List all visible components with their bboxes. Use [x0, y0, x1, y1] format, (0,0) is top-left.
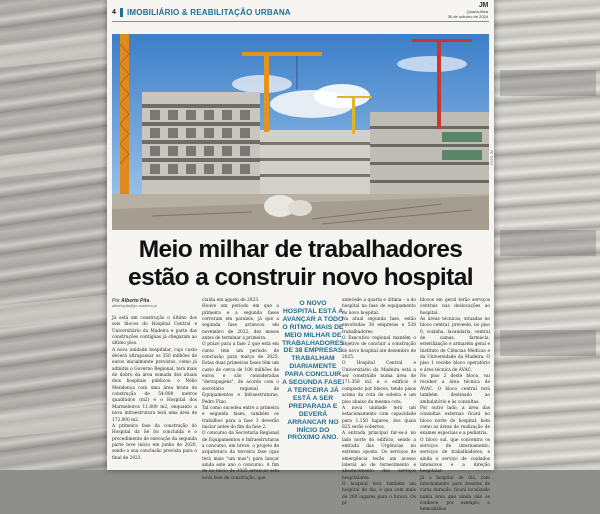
- paragraph: O bloco sul, que concentra os serviços de internamento, serviços de trabalhadores, e ainda o serviço de cuidados intensivos e a direção hospitalar.: [420, 437, 490, 475]
- paragraph: O concurso da Secretaria Regional de Equipamentos e Infraestruturas a concurso, em breve, o projeto de arquitetura da terceira fase (que terá mais "um mas") para lançar ainda este ano o concurso. A fim de no início de 2025 arrancar esta nova fase de construção, que: [202, 431, 279, 481]
- paragraph: As áreas técnicas, situadas no bloco central, preveem, no piso 0, cozinha, lavandaria, central de camas, farmácia, esterilização e armazém geral e Instituto de Ciências Médicas e da Universidade da Madeira. O piso 1 recebe bloco operatório e área técnica de AVAC.: [420, 317, 490, 373]
- byline: [112, 298, 157, 308]
- photo-credit: FOTO JM: [490, 150, 494, 166]
- paragraph: Já está em construção o último dos seis blocos do Hospital Central e Universitário da Madeira e parte das construções contíguas já chegaram ao último piso.: [112, 316, 197, 347]
- author-prefix: Por: [112, 298, 120, 304]
- paragraph: A primeira fase da construção do Hospital da Sé foi concluída e o procedimento de execução da segunda parte teve início em junho de 2020, sendo a sua conclusão prevista para o final de 2023.: [112, 423, 197, 461]
- newspaper-fold: [0, 294, 110, 328]
- publication-day: Quarta-feira: [466, 9, 488, 14]
- paragraph: Por outro lado, a área das consultas externas ficará no bloco norte do hospital, bem como as áreas de realização de exames especiais e a pediatria.: [420, 405, 490, 437]
- paragraph: O Executivo regional mantém o objetivo de concluir a construção do novo hospital até dezembro de 2025.: [342, 336, 416, 361]
- newspaper-fold: [0, 144, 110, 178]
- background-newspapers-left: [0, 0, 110, 470]
- paragraph: O prazo para a fase 2 que está em curso tem um período de conclusão para março de 2025. Estas duas primeiras fases têm um custo de cerca de 100 milhões de euros e são consideradas "derrapagens", de acordo com o secretário regional de Equipamentos e Infraestruturas, Pedro Fino.: [202, 342, 279, 405]
- paragraph: antecede a quarta e última – a do hospital na fase de equipamento do novo hospital.: [342, 298, 416, 316]
- newspaper-fold: [0, 404, 110, 438]
- newspaper-fold: [0, 34, 110, 68]
- headline-line-1: Meio milhar de trabalhadores: [138, 236, 463, 263]
- paragraph: No piso 2 deste bloco, vai receber a área técnica de AVAC. O bloco central terá também destinado ao ambulatório e às consultas.: [420, 374, 490, 405]
- newspaper-text-block: [500, 70, 596, 96]
- paragraph: cluída em agosto de 2023.: [202, 298, 260, 303]
- paragraph: A nova unidade hospitalar, cujo custo deverá ultrapassar os 350 milhões de euros inicialmente previstos, como já admitiu o Governo Regional, terá mais do dobro da área somada dos atuais dois hospitais públicos: o Nélio Mendonça com uma área bruta de construção de 54.000 metros quadrados (m2) e o Hospital dos Marmeleiros 11.800 m2, enquanto a nova infraestrutura terá uma área de 172.000 m2.: [112, 347, 197, 423]
- construction-photo: [112, 34, 489, 230]
- background-newspapers-right: [492, 0, 600, 470]
- paragraph: O hospital terá também um hospital de dia, e que com mais de 260 lugares para o futuro. Os pi-: [342, 481, 416, 506]
- newspaper-text-block: [500, 330, 596, 356]
- masthead: [448, 2, 488, 19]
- article-column-4: [420, 298, 490, 514]
- article-column-1: [112, 316, 197, 462]
- article-column-2: [202, 298, 279, 482]
- paragraph: blocos em geral terão serviços centrais nas deslocações ao hospital.: [420, 298, 490, 316]
- paragraph: Na atual segunda fase, estão envolvidas 38 empresas e 538 trabalhadores.: [342, 317, 416, 335]
- newspaper-logo: JM: [478, 2, 488, 9]
- paragraph: O Hospital Central e Universitário da Madeira está a ser construído numa área de 171.358 m2 e o edifício é composto por blocos, tendo pisos acima da cota de soleira e um piso abaixo da mesma cota.: [342, 361, 416, 405]
- article-headline: [107, 236, 494, 292]
- newspaper-text-block: [500, 230, 596, 256]
- article-column-3: [342, 298, 416, 507]
- page-header: [107, 0, 494, 27]
- headline-line-2: estão a construir novo hospital: [128, 264, 473, 291]
- paragraph: Já o hospital de dia, com internamento para doentes de curta duração, ficará localizado numa área que ainda não se conhece, por exemplo, a hemodiálise.: [420, 475, 490, 513]
- page-number: 4: [112, 9, 116, 16]
- paragraph: Houve um período em que a primeira e a segunda fases correram em paralelo, já que a segunda fase arrancou em novembro de 2022, dez meses antes de terminar a primeira.: [202, 304, 279, 342]
- pull-quote: O NOVO HOSPITAL ESTÁ A AVANÇAR A TODO O RITMO. MAIS DE MEIO MILHAR DE TRABALHADORES DE 38 EMPRESAS TRABALHAM DIARIAMENTE PARA CONCLUIR A SEGUNDA FASE. A TERCEIRA JÁ ESTÁ A SER PREPARADA E DEVERÁ ARRANCAR NO INÍCIO DO PRÓXIMO ANO.: [282, 300, 344, 442]
- author-email: albertopita@jm-madeira.pt: [112, 304, 157, 308]
- section-title: IMOBILIÁRIO & REABILITAÇÃO URBANA: [127, 8, 291, 17]
- paragraph: A entrada principal far-se-á no lado norte do edifício, sendo a entrada das Urgências no extremo oposto. Os serviços de emergência terão um acesso lateral ao de fornecimento e abastecimento dos serviços hospitalares.: [342, 431, 416, 481]
- section-marker: [120, 8, 123, 17]
- publication-date: 30 de outubro de 2024: [447, 14, 488, 19]
- newspaper-page: [107, 0, 494, 513]
- paragraph: Tal como sucedeu entre a primeira e segunda fases, também os trabalhos para a fase 3 deverão iniciar antes do fim da fase 2.: [202, 405, 279, 430]
- header-rule: [112, 21, 489, 22]
- author-name: Alberto Pita: [121, 298, 150, 304]
- paragraph: A nova unidade terá um estacionamento com capacidade para 1.150 lugares, dos quais 825 serão cobertos.: [342, 405, 416, 430]
